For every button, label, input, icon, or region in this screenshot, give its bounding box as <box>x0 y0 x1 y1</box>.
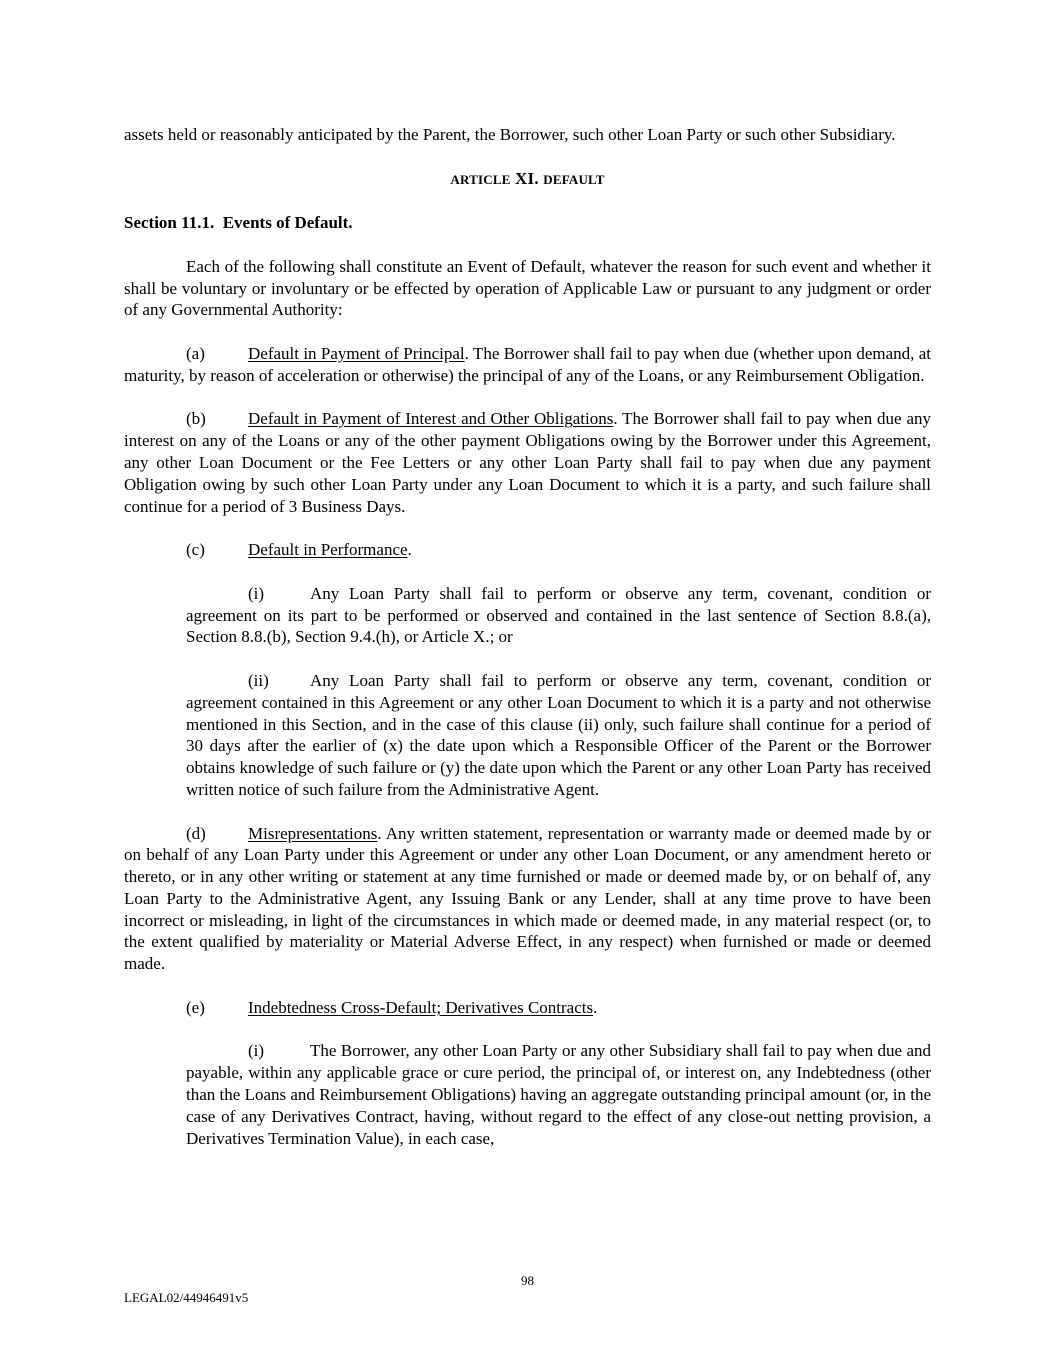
article-heading <box>124 168 931 191</box>
clause-c-sub-i-label: (i) <box>248 583 265 603</box>
clause-c-heading: Default in Performance <box>248 540 408 560</box>
article-prefix: ARTICLE <box>450 171 511 187</box>
clause-b <box>124 408 931 517</box>
clause-c <box>124 539 931 561</box>
clause-e-body: . <box>593 997 598 1017</box>
clause-e-sub-i-body: The Borrower, any other Loan Party or any other Subsidiary shall fail to pay when due and payable, within any applicable grace or cure period, the principal of, or interest on, any Indebtedness (other than the Loans and Reimbursement Obligations) having an aggregate outstanding principal amount (or, in the case of any Derivatives Contract, having, without regard to the effect of any close-out netting provision, a Derivatives Termination Value), in each case, <box>186 1041 931 1148</box>
section-heading <box>124 212 931 234</box>
clause-b-heading: Default in Payment of Interest and Other Obligations <box>248 409 614 429</box>
document-page <box>124 124 931 1149</box>
clause-a-heading: Default in Payment of Principal <box>248 343 465 363</box>
lead-paragraph: Each of the following shall constitute an Event of Default, whatever the reason for such event and whether it shall be voluntary or involuntary or be effected by operation of Applicable Law or pursuant to any judgment or order of any Governmental Authority: <box>124 256 931 320</box>
intro-continuation: assets held or reasonably anticipated by the Parent, the Borrower, such other Loan Party or such other Subsidiary. <box>124 125 896 144</box>
article-number: XI. <box>515 168 539 188</box>
clause-c-sub-i <box>186 583 931 648</box>
clause-e-label: (e) <box>186 997 205 1017</box>
document-id: LEGAL02/44946491v5 <box>124 1290 249 1305</box>
section-title: Events of Default. <box>222 213 353 233</box>
clause-c-sub-ii <box>186 670 931 801</box>
clause-c-body: . <box>407 540 412 560</box>
clause-c-label: (c) <box>186 540 205 560</box>
page-number: 98 <box>521 1273 534 1288</box>
article-title: DEFAULT <box>543 171 605 187</box>
clause-d-heading: Misrepresentations <box>248 823 378 843</box>
clause-e-heading: Indebtedness Cross-Default; Derivatives Contracts <box>248 997 594 1017</box>
clause-a <box>124 343 931 387</box>
clause-b-body: . The Borrower shall fail to pay when due any interest on any of the Loans or any of the other payment Obligations owing by the Borrower under this Agreement, any other Loan Document or the Fee Letters or any other Loan Party shall fail to pay when due any payment Obligation owing by such other Loan Party under any Loan Document to which it is a party, and such failure shall continue for a period of 3 Business Days. <box>124 409 931 516</box>
section-number: Section 11.1. <box>124 213 215 233</box>
clause-e-sub-i <box>186 1040 931 1149</box>
clause-a-body: . The Borrower shall fail to pay when due (whether upon demand, at maturity, by reason of acceleration or otherwise) the principal of any of the Loans, or any Reimbursement Obligation. <box>124 343 931 385</box>
clause-c-sub-ii-label: (ii) <box>248 670 269 690</box>
clause-c-sub-ii-body: Any Loan Party shall fail to perform or observe any term, covenant, condition or agreement contained in this Agreement or any other Loan Document to which it is a party and not otherwise mentioned in this Section, and in the case of this clause (ii) only, such failure shall continue for a period of 30 days after the earlier of (x) the date upon which a Responsible Officer of the Parent or the Borrower obtains knowledge of such failure or (y) the date upon which the Parent or any other Loan Party has received written notice of such failure from the Administrative Agent. <box>186 670 931 799</box>
clause-b-label: (b) <box>186 409 206 429</box>
clause-d <box>124 823 931 976</box>
clause-a-label: (a) <box>186 343 205 363</box>
clause-e <box>124 997 931 1019</box>
clause-c-sub-i-body: Any Loan Party shall fail to perform or observe any term, covenant, condition or agreement on its part to be performed or observed and contained in the last sentence of Section 8.8.(a), Section 8.8.(b), Section 9.4.(h), or Article X.; or <box>186 583 931 647</box>
clause-d-body: . Any written statement, representation or warranty made or deemed made by or on behalf of any Loan Party under this Agreement or under any other Loan Document, or any amendment hereto or thereto, or in any other writing or statement at any time furnished or made or deemed made by, or on behalf of, any Loan Party to the Administrative Agent, any Issuing Bank or any Lender, shall at any time prove to have been incorrect or misleading, in light of the circumstances in which made or deemed made, in any material respect (or, to the extent qualified by materiality or Material Adverse Effect, in any respect) when furnished or made or deemed made. <box>124 823 931 974</box>
clause-e-sub-i-label: (i) <box>248 1041 265 1061</box>
clause-d-label: (d) <box>186 823 206 843</box>
